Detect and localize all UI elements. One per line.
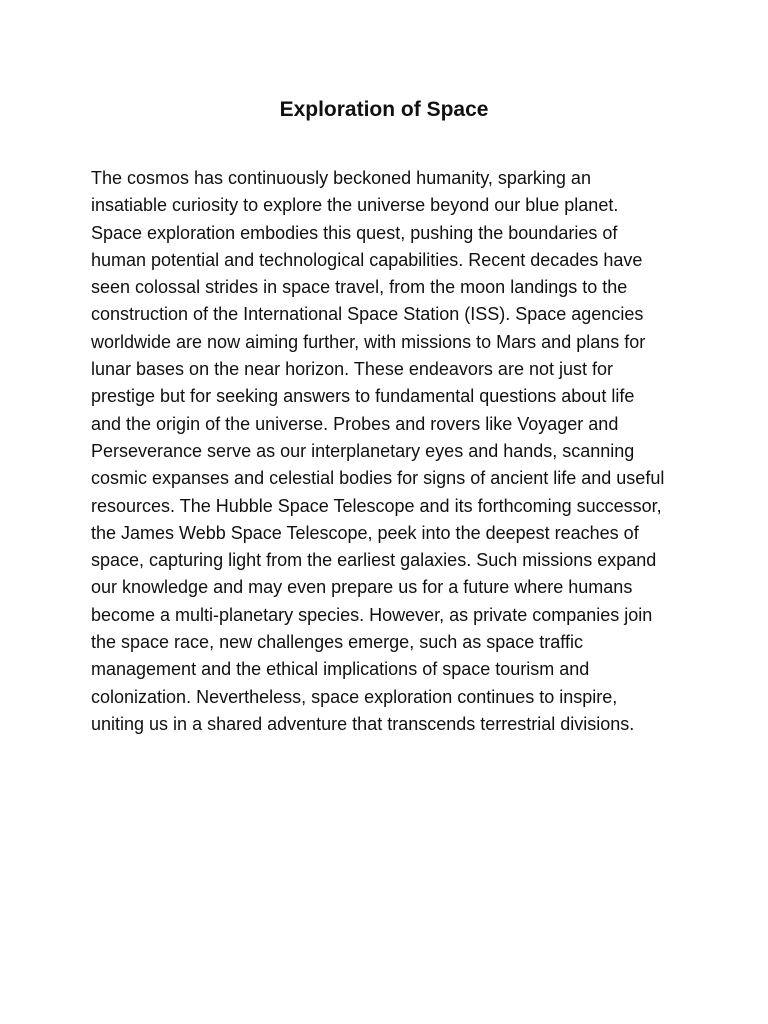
body-line: cosmic expanses and celestial bodies for signs of ancient life and useful (91, 468, 665, 489)
body-line: lunar bases on the near horizon. These endeavors are not just for (91, 359, 613, 380)
body-line: the James Webb Space Telescope, peek into the deepest reaches of (91, 522, 639, 543)
body-line: and the origin of the universe. Probes and rovers like Voyager and (91, 413, 619, 434)
body-line: human potential and technological capabilities. Recent decades have (91, 249, 643, 270)
body-line: The cosmos has continuously beckoned humanity, sparking an (91, 168, 591, 188)
body-line: the space race, new challenges emerge, such as space traffic (91, 632, 583, 653)
body-line: colonization. Nevertheless, space exploration continues to inspire, (91, 686, 618, 707)
body-line: Space exploration embodies this quest, pushing the boundaries of (91, 222, 618, 243)
body-line: Perseverance serve as our interplanetary eyes and hands, scanning (91, 440, 635, 461)
body-line: our knowledge and may even prepare us for a future where humans (91, 577, 633, 598)
body-line: construction of the International Space Station (ISS). Space agencies (91, 304, 644, 325)
body-line: worldwide are now aiming further, with missions to Mars and plans for (91, 331, 646, 352)
body-line: seen colossal strides in space travel, from the moon landings to the (91, 277, 628, 298)
document-body (91, 165, 681, 738)
body-line: management and the ethical implications of space tourism and (91, 659, 590, 680)
body-line: uniting us in a shared adventure that transcends terrestrial divisions. (91, 713, 635, 734)
body-line: space, capturing light from the earliest galaxies. Such missions expand (91, 550, 657, 571)
body-line: prestige but for seeking answers to fundamental questions about life (91, 386, 635, 407)
document-title: Exploration of Space (279, 98, 489, 121)
body-line: insatiable curiosity to explore the universe beyond our blue planet. (91, 195, 619, 216)
body-line: resources. The Hubble Space Telescope and its forthcoming successor, (91, 495, 662, 516)
body-line: become a multi-planetary species. However, as private companies join (91, 604, 653, 625)
